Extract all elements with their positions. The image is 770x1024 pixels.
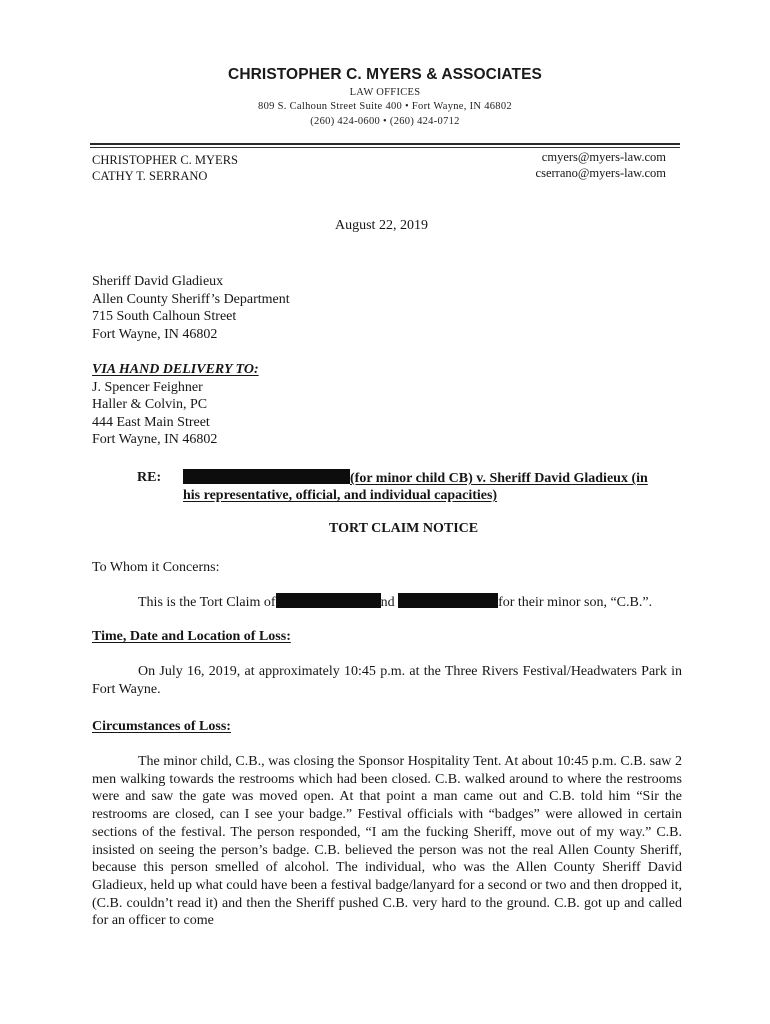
recipient-address	[92, 273, 290, 343]
attorney-name: CHRISTOPHER C. MYERS	[92, 153, 238, 167]
re-line-2: his representative, official, and individual capacities)	[183, 488, 498, 503]
via-hand-delivery-block	[92, 361, 259, 449]
address-line: Fort Wayne, IN 46802	[92, 326, 218, 342]
attorney-name: CATHY T. SERRANO	[92, 169, 208, 183]
claim-prefix: This is the Tort Claim of	[138, 595, 276, 610]
salutation: To Whom it Concerns:	[92, 560, 220, 575]
claim-sentence	[138, 593, 652, 612]
address-line: Haller & Colvin, PC	[92, 397, 208, 413]
address-line: 715 South Calhoun Street	[92, 309, 237, 325]
redaction-bar	[183, 469, 350, 484]
letterhead-rule-bottom	[90, 147, 680, 148]
address-line: 444 East Main Street	[92, 414, 210, 430]
section-heading-circumstances: Circumstances of Loss:	[92, 719, 231, 734]
redaction-bar	[398, 593, 498, 608]
law-offices-subtitle: LAW OFFICES	[349, 87, 421, 98]
address-line: Fort Wayne, IN 46802	[92, 432, 218, 448]
re-line-1	[183, 469, 648, 488]
address-line: J. Spencer Feighner	[92, 379, 203, 395]
redaction-bar	[276, 593, 381, 608]
email-address: cmyers@myers-law.com	[541, 150, 666, 164]
section-heading-time-date-location: Time, Date and Location of Loss:	[92, 629, 291, 644]
email-list	[536, 149, 666, 181]
attorney-list	[92, 152, 238, 184]
re-caption-text: (for minor child CB) v. Sheriff David Gladieux (in	[350, 471, 648, 486]
firm-name: CHRISTOPHER C. MYERS & ASSOCIATES	[228, 66, 542, 83]
section-text-time-date-location	[92, 663, 682, 698]
letterhead-rule-top	[90, 143, 680, 145]
address-line: Allen County Sheriff’s Department	[92, 291, 290, 307]
email-address: cserrano@myers-law.com	[535, 166, 666, 180]
re-label: RE:	[137, 470, 162, 485]
firm-address: 809 S. Calhoun Street Suite 400 • Fort Wayne, IN 46802	[258, 101, 512, 112]
claim-suffix: for their minor son, “C.B.”.	[498, 595, 653, 610]
claim-middle: nd	[380, 595, 395, 610]
paragraph: The minor child, C.B., was closing the Sponsor Hospitality Tent. At about 10:45 p.m. C.B. saw 2 men walking towards the restrooms which had been closed. C.B. walked around to where the restrooms were and saw the gate was moved open. At that point a man came out and C.B. told him “Sir the restrooms are closed, can I see your badge.” Festival officials with “badges” were allowed in certain sections of the festival. The person responded, “I am the fucking Sheriff, move out of my way.” C.B. insisted on seeing the person’s badge. C.B. believed the person was not the real Allen County Sheriff, because this person smelled of alcohol. The individual, who was the Allen County Sheriff David Gladieux, held up what could have been a festival badge/lanyard for a second or two and then dropped it, (C.B. couldn’t read it) and then the Sheriff pushed C.B. very hard to the ground. C.B. got up and called for an officer to come	[92, 754, 682, 929]
paragraph: On July 16, 2019, at approximately 10:45 p.m. at the Three Rivers Festival/Headwaters Park in Fort Wayne.	[92, 664, 682, 697]
firm-phone: (260) 424-0600 • (260) 424-0712	[310, 116, 460, 127]
notice-title: TORT CLAIM NOTICE	[329, 521, 479, 536]
via-heading: VIA HAND DELIVERY TO:	[92, 362, 259, 377]
section-text-circumstances	[92, 753, 682, 930]
letter-date: August 22, 2019	[335, 218, 428, 233]
address-line: Sheriff David Gladieux	[92, 274, 224, 289]
